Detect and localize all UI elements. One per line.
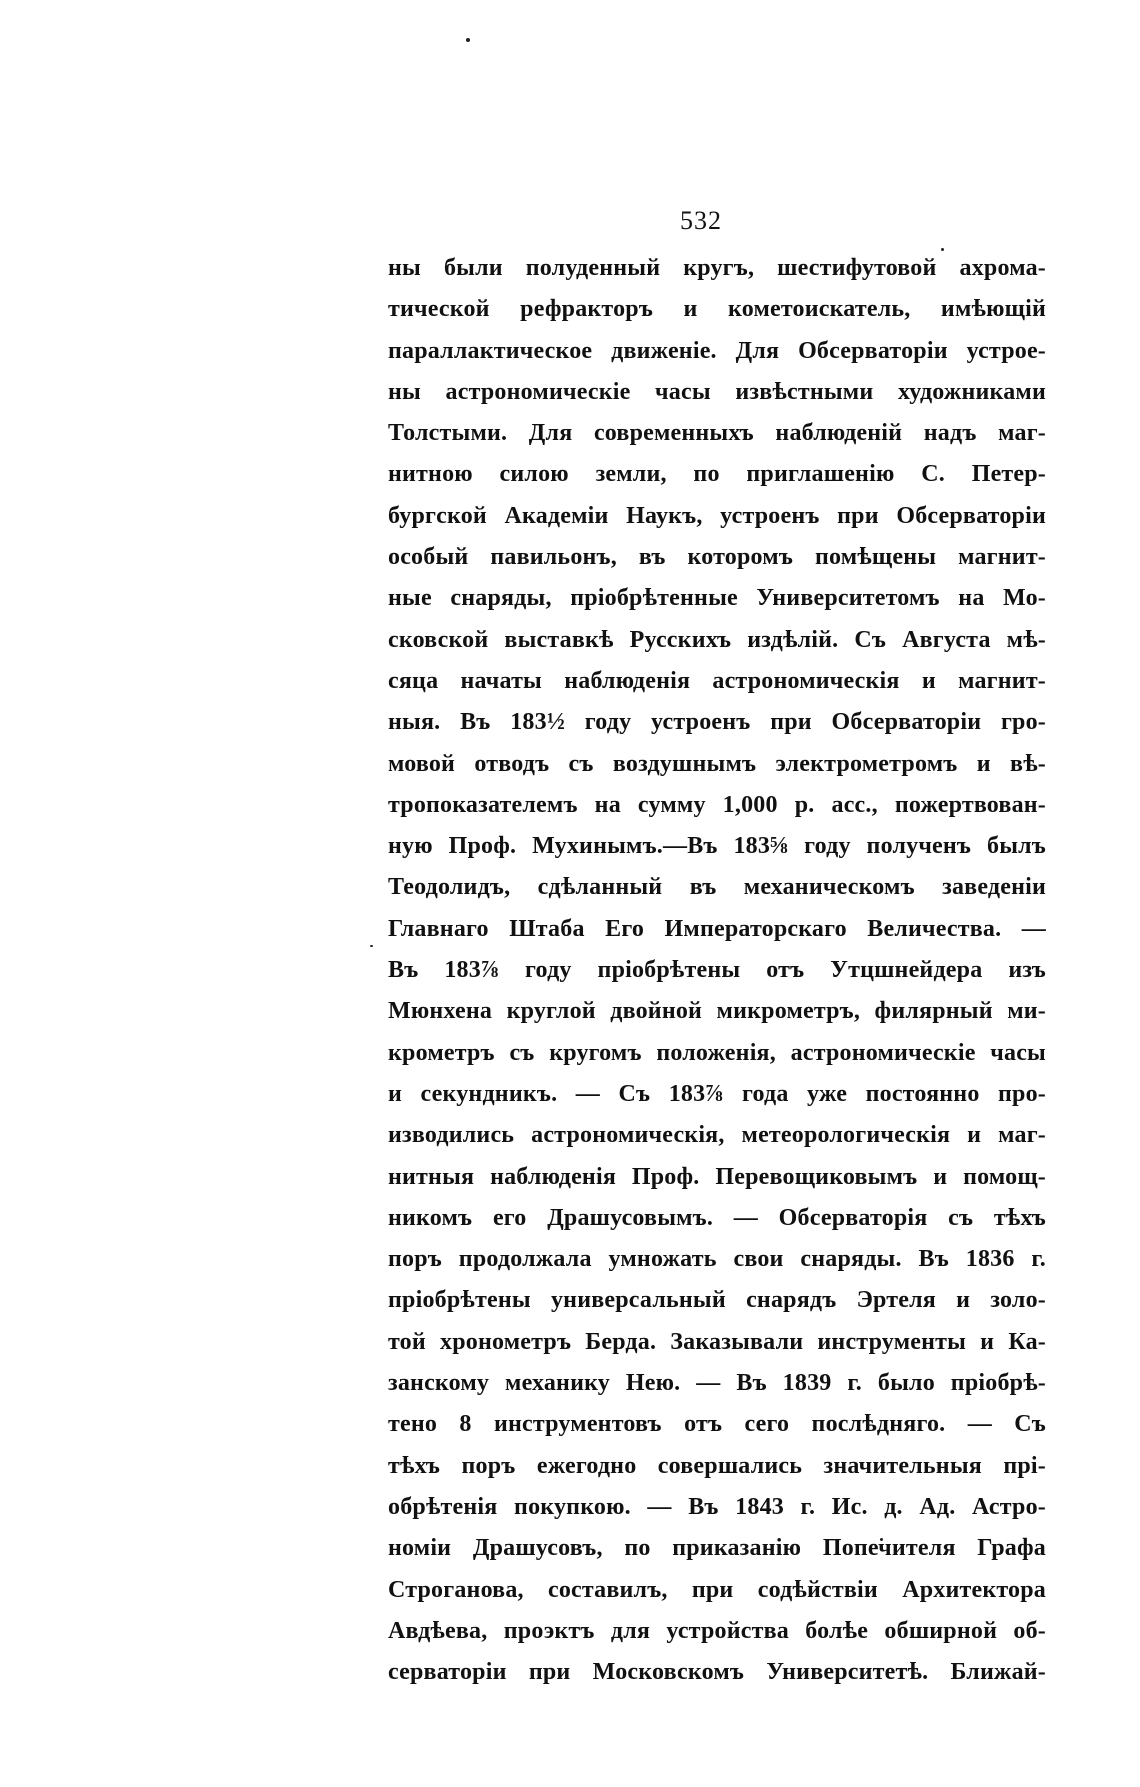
text-line: серваторіи при Московскомъ Университетѣ. Ближай- [388, 1659, 1046, 1686]
text-line: сковской выставкѣ Русскихъ издѣлій. Съ Августа мѣ- [388, 626, 1046, 653]
text-line: той хронометръ Берда. Заказывали инструменты и Ка- [388, 1328, 1046, 1355]
text-line: тической рефракторъ и кометоискатель, имѣющій [388, 296, 1046, 323]
text-line: нитныя наблюденія Проф. Перевощиковымъ и помощ- [388, 1163, 1046, 1190]
text-line: никомъ его Драшусовымъ. — Обсерваторія съ тѣхъ [388, 1204, 1046, 1231]
text-line: обрѣтенія покупкою. — Въ 1843 г. Ис. д. Ад. Астро- [388, 1493, 1046, 1520]
text-line: тропоказателемъ на сумму 1,000 р. асс., пожертвован- [388, 791, 1046, 818]
text-line: Главнаго Штаба Его Императорскаго Величества. — [388, 915, 1046, 942]
text-line: изводились астрономическія, метеорологическія и маг- [388, 1122, 1046, 1149]
text-line: занскому механику Нею. — Въ 1839 г. было пріобрѣ- [388, 1370, 1046, 1397]
text-line: бургской Академіи Наукъ, устроенъ при Обсерваторіи [388, 502, 1046, 529]
text-line: сяца начаты наблюденія астрономическія и магнит- [388, 667, 1046, 694]
text-line: ны были полуденный кругъ, шестифутовой ахрома- [388, 255, 1046, 281]
text-line: Мюнхена круглой двойной микрометръ, филярный ми- [388, 998, 1046, 1025]
text-line: и секундникъ. — Съ 183⅞ года уже постоянно про- [388, 1080, 1046, 1107]
text-line: номіи Драшусовъ, по приказанію Попечителя Графа [388, 1535, 1046, 1562]
text-line: мовой отводъ съ воздушнымъ электрометромъ и вѣ- [388, 750, 1046, 777]
text-line: тено 8 инструментовъ отъ сего послѣдняго. — Съ [388, 1411, 1046, 1438]
text-line: Авдѣева, проэктъ для устройства болѣе обширной об- [388, 1617, 1046, 1644]
ink-speck-top [466, 38, 470, 42]
text-line: пріобрѣтены универсальный снарядъ Эртеля и золо- [388, 1287, 1046, 1314]
text-line: Теодолидъ, сдѣланный въ механическомъ заведеніи [388, 874, 1046, 901]
text-line: крометръ съ кругомъ положенія, астрономическіе часы [388, 1039, 1046, 1066]
text-line: параллактическое движеніе. Для Обсерваторіи устроe- [388, 337, 1046, 364]
text-line: Строганова, составилъ, при содѣйствіи Архитектора [388, 1576, 1046, 1603]
text-line: Толстыми. Для современныхъ наблюденій надъ маг- [388, 420, 1046, 447]
text-line: Въ 183⅞ году пріобрѣтены отъ Утцшнейдера изъ [388, 957, 1046, 984]
text-line: ны астрономическіе часы извѣстными художниками [388, 378, 1046, 405]
text-line: ныя. Въ 183½ году устроенъ при Обсерваторіи гро- [388, 709, 1046, 736]
body-text [388, 248, 1046, 1693]
text-line: нитною силою земли, по приглашенію С. Петер- [388, 461, 1046, 488]
page-number: 532 [680, 206, 722, 235]
text-line: тѣхъ поръ ежегодно совершались значительныя прі- [388, 1452, 1046, 1479]
text-line: поръ продолжала умножать свои снаряды. Въ 1836 г. [388, 1246, 1046, 1273]
text-line: ную Проф. Мухинымъ.—Въ 183⅝ году полученъ былъ [388, 833, 1046, 860]
text-line: особый павильонъ, въ которомъ помѣщены магнит- [388, 544, 1046, 571]
text-line: ные снаряды, пріобрѣтенные Университетомъ на Мо- [388, 585, 1046, 612]
ink-speck-margin-left [370, 945, 373, 947]
